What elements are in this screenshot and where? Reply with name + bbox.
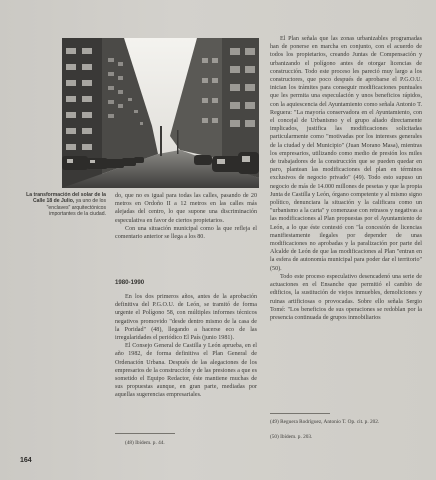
street-photo-image [62,38,259,188]
middle-paragraph-1: do, que no es igual para todas las calles, pasando de 20 metros en Ordoño II a 12 metros en las calles más alejadas del centro, lo que supone una discriminación especulativa en favor de ciertos propietarios. [115,193,257,224]
page-number: 164 [20,457,32,464]
right-paragraph-1: El Plan señala que las zonas urbanizables programadas han de ponerse en marcha en conjunto, con el acuerdo de todos los propietarios, creando Juntas de Compensación y urbanizando el polígono antes de otorgar licencias de construcción. Todo este proceso les pareció muy largo a los constructores, que poco después de aprobarse el P.G.O.U. inician los trámites para conseguir modificaciones puntuales que les permita una especulación y unos beneficios rápidos, con la aquiescencia del Ayuntamiento como señala Antonio T. Reguera: "La mayoría conservadora en el Ayuntamiento, con el concejal de Urbanismo y el grupo aliado directamente implicados, justifica las modificaciones solicitadas particularmente como "motivadas por los intereses generales de la ciudad y del Municipio" (Juan Morano Masa), mientras los empresarios, utilizando como medio de presión los miles de trabajadores de la construcción que se pueden quedar en paro, plantean las modificaciones del plan en términos exclusivos de negocio privado" (49). Todo esto supuso un negocio de más de 14.000 millones de pesetas y que la propia Junta de Castilla y León, órgano competente y al mismo signo político, denunciara la situación y la calificara como un "urbanismo a la carta" y comenzase con retrasos y negativas a las modificaciones al Plan propuestas por el Ayuntamiento de León, a lo que éste contestó con "la concesión de licencias manifiestamente ilegales por depender de unas modificaciones no aprobadas y la paralización por parte del Alcalde de León de que las modificaciones al Plan "entran en la esfera de autonomía municipal para poder dar el territorio" (50). [270,36,422,272]
footnote-50: (50) Ibídem. p. 203. [270,434,313,440]
caption-bold: La transformación del solar de la Calle 18 de Julio, [26,192,106,205]
middle-column-top [115,192,257,241]
middle-column-bottom [115,293,257,400]
photo-caption [20,192,106,218]
footnote-rule-right [270,413,330,414]
caption-text: ya uno de los "enclaves" arquitectónicos importantes de la ciudad. [46,198,106,218]
footnote-49: (49) Reguera Rodríguez, Antonio T. Op. cit. p. 202. [270,419,380,425]
section-heading: 1980-1990 [115,279,145,286]
middle-paragraph-3: En los dos primeros años, antes de la aprobación definitiva del P.G.O.U. de León, se tramitó de forma urgente el Polígono 58, con múltiples informes técnicos negativos promovido "desde dentro mismo de la casa de la Poridad" (48), llegando a hacerse eco de las irregularidades el periódico El País (junio 1981). [115,294,257,342]
middle-paragraph-2: Con una situación municipal como la que refleja el comentario anterior se llega a los 80. [115,225,257,241]
right-paragraph-2: Todo este proceso especulativo desencadenó una serie de actuaciones en el Ensanche que permitió el cambio de edificios, la sustitución de viejos inmuebles, demoliciones y ruinas artificiosas o provocadas. Sobre ello señala Sergio Tomé: "Los beneficios de sus operaciones se redoblan por la presencia continuada de grupos inmobiliarios [270,273,422,321]
middle-paragraph-4: El Consejo General de Castilla y León aprueba, en el año 1982, de forma definitiva el Plan General de Ordenación Urbana. Después de las alegaciones de los empresarios de la construcción y de las presiones a que es sometido el Equipo Redactor, éste mantiene muchas de sus propuestas aunque, en gran parte, mediadas por aquellas sugerencias empresariales. [115,343,257,399]
right-column [270,35,422,322]
footnote-48: (48) Ibídem. p. 44. [125,440,165,446]
footnote-rule-left [115,433,175,434]
street-photograph [62,38,259,188]
